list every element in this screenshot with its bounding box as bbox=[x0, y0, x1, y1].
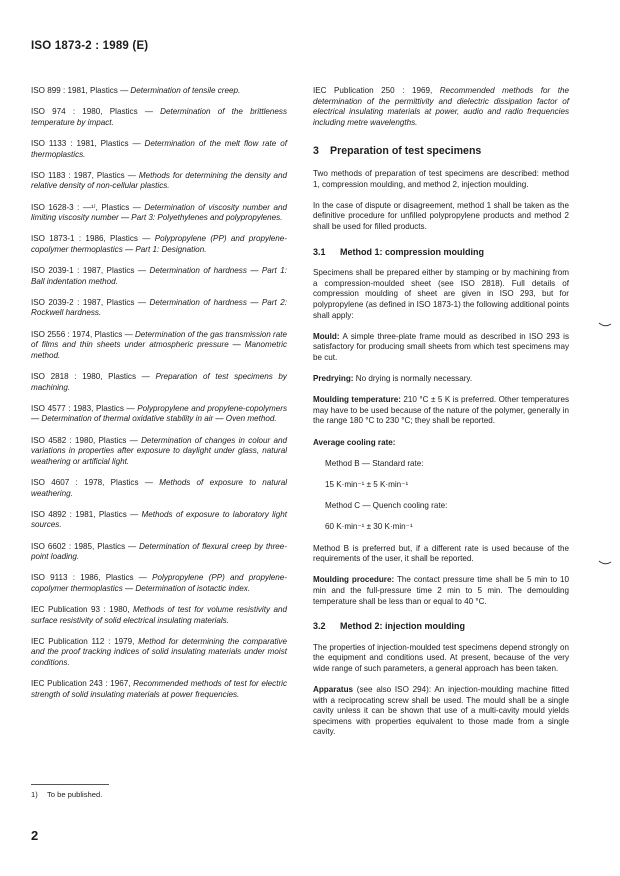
method-c-value: 60 K·min⁻¹ ± 30 K·min⁻¹ bbox=[325, 522, 413, 532]
method-c-name: Method C — Quench cooling rate: bbox=[325, 501, 448, 511]
right-column bbox=[313, 86, 569, 749]
section-3-1-paragraph: Specimens shall be prepared either by stamping or by machining from a compression-moulded sheet (see ISO 2818). Full details of compression moulding of sheet are given in ISO 293, but for polypropylene (as defined in ISO 1873-1) the following additional points shall apply: bbox=[313, 268, 569, 320]
moulding-procedure-paragraph: Moulding procedure: The contact pressure time shall be 5 min to 10 min and the full-pressure time 2 min to 5 min. The demoulding temperature shall be less than or equal to 40 °C. bbox=[313, 575, 570, 606]
moulding-temperature-paragraph: Moulding temperature: 210 °C ± 5 K is preferred. Other temperatures may have to be used because of the nature of the polymer, generally in the range 180 °C to 230 °C; they shall be reported. bbox=[313, 395, 570, 426]
page-number: 2 bbox=[31, 828, 39, 843]
reference-iec250: IEC Publication 250 : 1969, Recommended methods for the determination of the permittivity and dielectric dissipation factor of electrical insulating materials at power, audio and radio frequencies including metre wavelengths. bbox=[313, 86, 569, 127]
reference-iso1183: ISO 1183 : 1987, Plastics — Methods for determining the density and relative density of non-cellular plastics. bbox=[31, 170, 287, 191]
apparatus-paragraph: Apparatus (see also ISO 294): An injection-moulding machine fitted with a reciprocating screw shall be used. The mould shall be a single cavity unless it can be shown that use of a multi-cavity mould yields specimens with properties equivalent to those made from a single cavity. bbox=[313, 685, 569, 737]
cooling-rate-label: Average cooling rate: bbox=[313, 437, 396, 447]
reference-iso4577: ISO 4577 : 1983, Plastics — Polypropylene and propylene-copolymers — Determination of thermal oxidative stability in air — Oven method. bbox=[31, 403, 287, 424]
method-b-name: Method B — Standard rate: bbox=[325, 458, 424, 468]
section-3-2-heading: 3.2 Method 2: injection moulding bbox=[313, 621, 465, 632]
left-column bbox=[31, 86, 287, 711]
reference-iso9113: ISO 9113 : 1986, Plastics — Polypropylene (PP) and propylene-copolymer thermoplastics — Determination of isotactic index. bbox=[31, 573, 287, 593]
reference-iso1873-1: ISO 1873-1 : 1986, Plastics — Polypropylene (PP) and propylene-copolymer thermoplastics — Part 1: Designation. bbox=[31, 234, 287, 254]
method-b-block bbox=[313, 459, 569, 491]
reference-iso2556: ISO 2556 : 1974, Plastics — Determination of the gas transmission rate of films and thin sheets under atmospheric pressure — Manometric method. bbox=[31, 329, 287, 360]
reference-iso974: ISO 974 : 1980, Plastics — Determination of the brittleness temperature by impact. bbox=[31, 107, 287, 127]
section-3-2-paragraph: The properties of injection-moulded test specimens depend strongly on the equipment and conditions used. At present, because of the very wide range of such parameters, a general approach has been taken. bbox=[313, 642, 569, 673]
method-b-preferred-paragraph: Method B is preferred but, if a different rate is used because of the requirements of the user, it shall be reported. bbox=[313, 543, 569, 564]
section-3-heading: 3 Preparation of test specimens bbox=[313, 145, 482, 158]
reference-iso1628-3: ISO 1628-3 : —¹⁾, Plastics — Determination of viscosity number and limiting viscosity number — Part 3: Polyethylenes and polypropylenes. bbox=[31, 202, 287, 223]
mould-paragraph: Mould: A simple three-plate frame mould as described in ISO 293 is satisfactory for producing small sheets from which test specimens may be cut. bbox=[313, 331, 569, 362]
reference-iec243: IEC Publication 243 : 1967, Recommended methods of test for electric strength of solid insulating materials at power frequencies. bbox=[31, 679, 287, 699]
method-b-value: 15 K·min⁻¹ ± 5 K·min⁻¹ bbox=[325, 480, 409, 489]
margin-change-mark bbox=[598, 322, 612, 328]
reference-iso6602: ISO 6602 : 1985, Plastics — Determination of flexural creep by three-point loading. bbox=[31, 541, 287, 562]
footnote-divider bbox=[31, 784, 109, 785]
footnote: 1) To be published. bbox=[31, 790, 103, 799]
section-3-paragraph-1: Two methods of preparation of test specimens are described: method 1, compression moulding, and method 2, injection moulding. bbox=[313, 168, 569, 189]
method-c-block bbox=[313, 501, 569, 533]
margin-change-mark bbox=[598, 560, 612, 566]
reference-iso4607: ISO 4607 : 1978, Plastics — Methods of exposure to natural weathering. bbox=[31, 477, 287, 498]
reference-iso1133: ISO 1133 : 1981, Plastics — Determination of the melt flow rate of thermoplastics. bbox=[31, 138, 287, 159]
reference-iec93: IEC Publication 93 : 1980, Methods of test for volume resistivity and surface resistivity of solid electrical insulating materials. bbox=[31, 605, 287, 625]
section-3-1-heading: 3.1 Method 1: compression moulding bbox=[313, 246, 485, 257]
reference-iso4582: ISO 4582 : 1980, Plastics — Determination of changes in colour and variations in properties after exposure to daylight under glass, natural weathering or artificial light. bbox=[31, 435, 287, 466]
predrying-paragraph: Predrying: No drying is normally necessary. bbox=[313, 374, 473, 384]
reference-iso899: ISO 899 : 1981, Plastics — Determination of tensile creep. bbox=[31, 86, 241, 95]
reference-iso2818: ISO 2818 : 1980, Plastics — Preparation of test specimens by machining. bbox=[31, 372, 287, 392]
document-header: ISO 1873-2 : 1989 (E) bbox=[31, 40, 149, 52]
reference-iso2039-2: ISO 2039-2 : 1987, Plastics — Determination of hardness — Part 2: Rockwell hardness. bbox=[31, 297, 287, 318]
section-3-paragraph-2: In the case of dispute or disagreement, method 1 shall be taken as the definitive procedure for unfilled polypropylene products and method 2 shall be used for filled products. bbox=[313, 200, 569, 231]
reference-iso2039-1: ISO 2039-1 : 1987, Plastics — Determination of hardness — Part 1: Ball indentation method. bbox=[31, 266, 287, 286]
reference-iec112: IEC Publication 112 : 1979, Method for determining the comparative and the proof tracking indices of solid insulating materials under moist conditions. bbox=[31, 636, 287, 668]
reference-iso4892: ISO 4892 : 1981, Plastics — Methods of exposure to laboratory light sources. bbox=[31, 509, 287, 530]
